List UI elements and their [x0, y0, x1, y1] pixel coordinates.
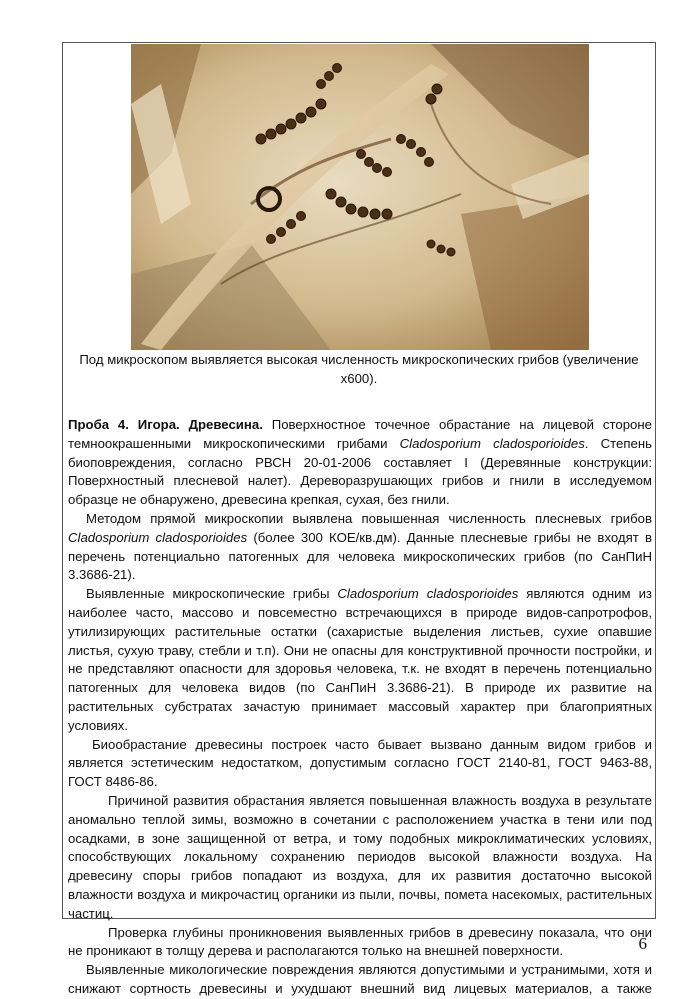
sample-heading: Проба 4. Игора. Древесина. — [68, 417, 263, 432]
paragraph-biofouling: Биообрастание древесины построек часто бывает вызвано данным видом грибов и является эстетическим недостатком, допустимым согласно ГОСТ 2140-81, ГОСТ 9463-88, ГОСТ 8486-86. — [68, 736, 652, 790]
document-body — [68, 416, 652, 999]
paragraph-text: Поверхностное точечное обрастание на лицевой стороне темноокрашенными микроскопическими грибами — [68, 417, 653, 451]
species-name: Cladosporium cladosporioides — [68, 529, 248, 545]
paragraph-text: . Степень биоповреждения, согласно РВСН 20-01-2006 составляет I (Деревянные конструкции: Поверхностный плесневой налет). Дереворазрушающих грибов и гнили в исследуемом образце не обнаружено, древесина крепкая, сухая, без гнили. — [68, 435, 652, 508]
paragraph-microscopy — [68, 510, 652, 585]
species-name: Cladosporium cladosporioides — [337, 586, 519, 602]
paragraph-text: Выявленные микроскопические грибы — [86, 586, 338, 602]
paragraph-sample-4 — [68, 416, 652, 510]
microscope-photo-drawing — [131, 44, 589, 350]
microscope-photo — [131, 44, 589, 350]
figure-caption: Под микроскопом выявляется высокая численность микроскопических грибов (увеличение х600). — [79, 352, 639, 386]
paragraph-depth-check: Проверка глубины проникновения выявленных грибов в древесину показала, что они не проникают в толщу дерева и располагаются только на внешней поверхности. — [68, 924, 652, 959]
paragraph-text: (более 300 КОЕ/кв.дм). Данные плесневые грибы не входят в перечень потенциально патогенных для человека микроскопических грибов (по СанПиН 3.3686-21). — [68, 529, 652, 583]
paragraph-text: Методом прямой микроскопии выявлена повышенная численность плесневых грибов — [86, 510, 652, 526]
page-number: 6 — [638, 934, 647, 953]
species-name: Cladosporium cladosporioides — [399, 435, 585, 451]
paragraph-species-info — [68, 585, 652, 735]
paragraph-conclusion: Выявленные микологические повреждения являются допустимыми и устранимыми, хотя и снижают сортность древесины и ухудшают внешний вид лицевых материалов, а также — [68, 962, 652, 996]
paragraph-cause: Причиной развития обрастания является повышенная влажность воздуха в результате аномально теплой зимы, возможно в сочетании с расположением участка в тени или под осадками, в зоне защищенной от ветра, и тому подобных микроклиматических условиях, способствующих локальному сохранению периодов высокой влажности воздуха. На древесину споры грибов попадают из воздуха, для их развития достаточно высокой влажности воздуха и микрочастиц органики из пыли, почвы, помета насекомых, растительных частиц. — [68, 792, 652, 921]
paragraph-text: являются одним из наиболее часто, массово и повсеместно встречающихся в природе видов-сапротрофов, утилизирующих растительные остатки (сахаристые выделения листьев, сухие опавшие листья, сухую траву, стебли и т.п). Они не опасны для конструктивной прочности постройки, и не представляют опасности для здоровья человека, т.к. не входят в перечень потенциально патогенных для человека видов (по СанПиН 3.3686-21). В природе их развитие на растительных субстратах зачастую принимает массовый характер при благоприятных условиях. — [68, 586, 652, 733]
